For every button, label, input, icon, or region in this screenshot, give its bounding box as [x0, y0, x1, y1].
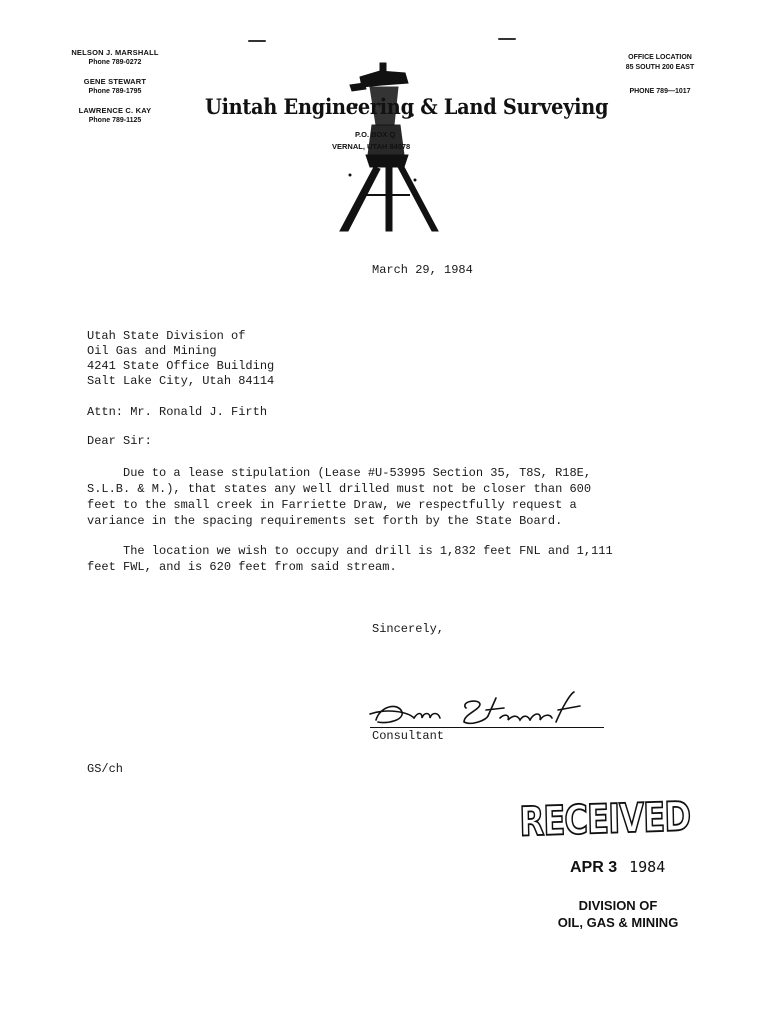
stamp-date-day: APR 3	[570, 859, 618, 876]
signature-line	[370, 727, 604, 728]
address-line: Salt Lake City, Utah 84114	[87, 374, 275, 388]
closing: Sincerely,	[372, 622, 445, 636]
address-line: Utah State Division of	[87, 329, 246, 343]
staff-name: GENE STEWART	[83, 77, 147, 86]
handwritten-signature	[368, 688, 608, 732]
signer-title: Consultant	[372, 729, 445, 743]
staff-name: LAWRENCE C. KAY	[78, 106, 152, 115]
attention-line: Attn: Mr. Ronald J. Firth	[87, 405, 268, 419]
body-paragraph: Due to a lease stipulation (Lease #U-53995 Section 35, T8S, R18E, S.L.B. & M.), that states any well drilled must not be closer than 600 feet to the small creek in Farriette Draw, we respectfully request a variance in the spacing requirements set forth by the State Board.	[87, 466, 592, 528]
office-address: 85 SOUTH 200 EAST	[625, 64, 695, 71]
company-name: Uintah Engineering & Land Surveying	[205, 94, 609, 119]
stamp-line: OIL, GAS & MINING	[557, 915, 679, 930]
body-paragraph: The location we wish to occupy and drill is 1,832 feet FNL and 1,111 feet FWL, and is 620 feet from said stream.	[87, 544, 613, 574]
staff-entry	[50, 48, 180, 68]
scan-mark	[498, 38, 516, 40]
letter-date: March 29, 1984	[372, 263, 473, 277]
address-line: 4241 State Office Building	[87, 359, 275, 373]
salutation: Dear Sir:	[87, 434, 152, 448]
stamp-division	[548, 897, 688, 931]
scan-mark	[248, 40, 266, 42]
stamp-date-year: 1984	[629, 858, 666, 876]
recipient-address	[87, 329, 274, 389]
staff-list	[50, 48, 180, 135]
company-city: VERNAL, UTAH 84078	[332, 142, 411, 151]
address-line: Oil Gas and Mining	[87, 344, 217, 358]
po-box: P.O. BOX Q	[355, 130, 396, 139]
staff-entry	[50, 106, 180, 126]
staff-phone: Phone 789-0272	[88, 59, 142, 66]
staff-name: NELSON J. MARSHALL	[71, 48, 159, 57]
stamp-line: DIVISION OF	[578, 898, 658, 913]
stamp-date	[570, 858, 665, 877]
office-phone: PHONE 789—1017	[629, 88, 691, 95]
office-info	[605, 53, 715, 97]
reference-initials: GS/ch	[87, 762, 124, 776]
office-label: OFFICE LOCATION	[628, 54, 692, 61]
staff-phone: Phone 789-1795	[88, 88, 142, 95]
staff-phone: Phone 789-1125	[88, 117, 142, 124]
received-stamp: RECEIVED	[519, 794, 691, 846]
staff-entry	[50, 77, 180, 97]
